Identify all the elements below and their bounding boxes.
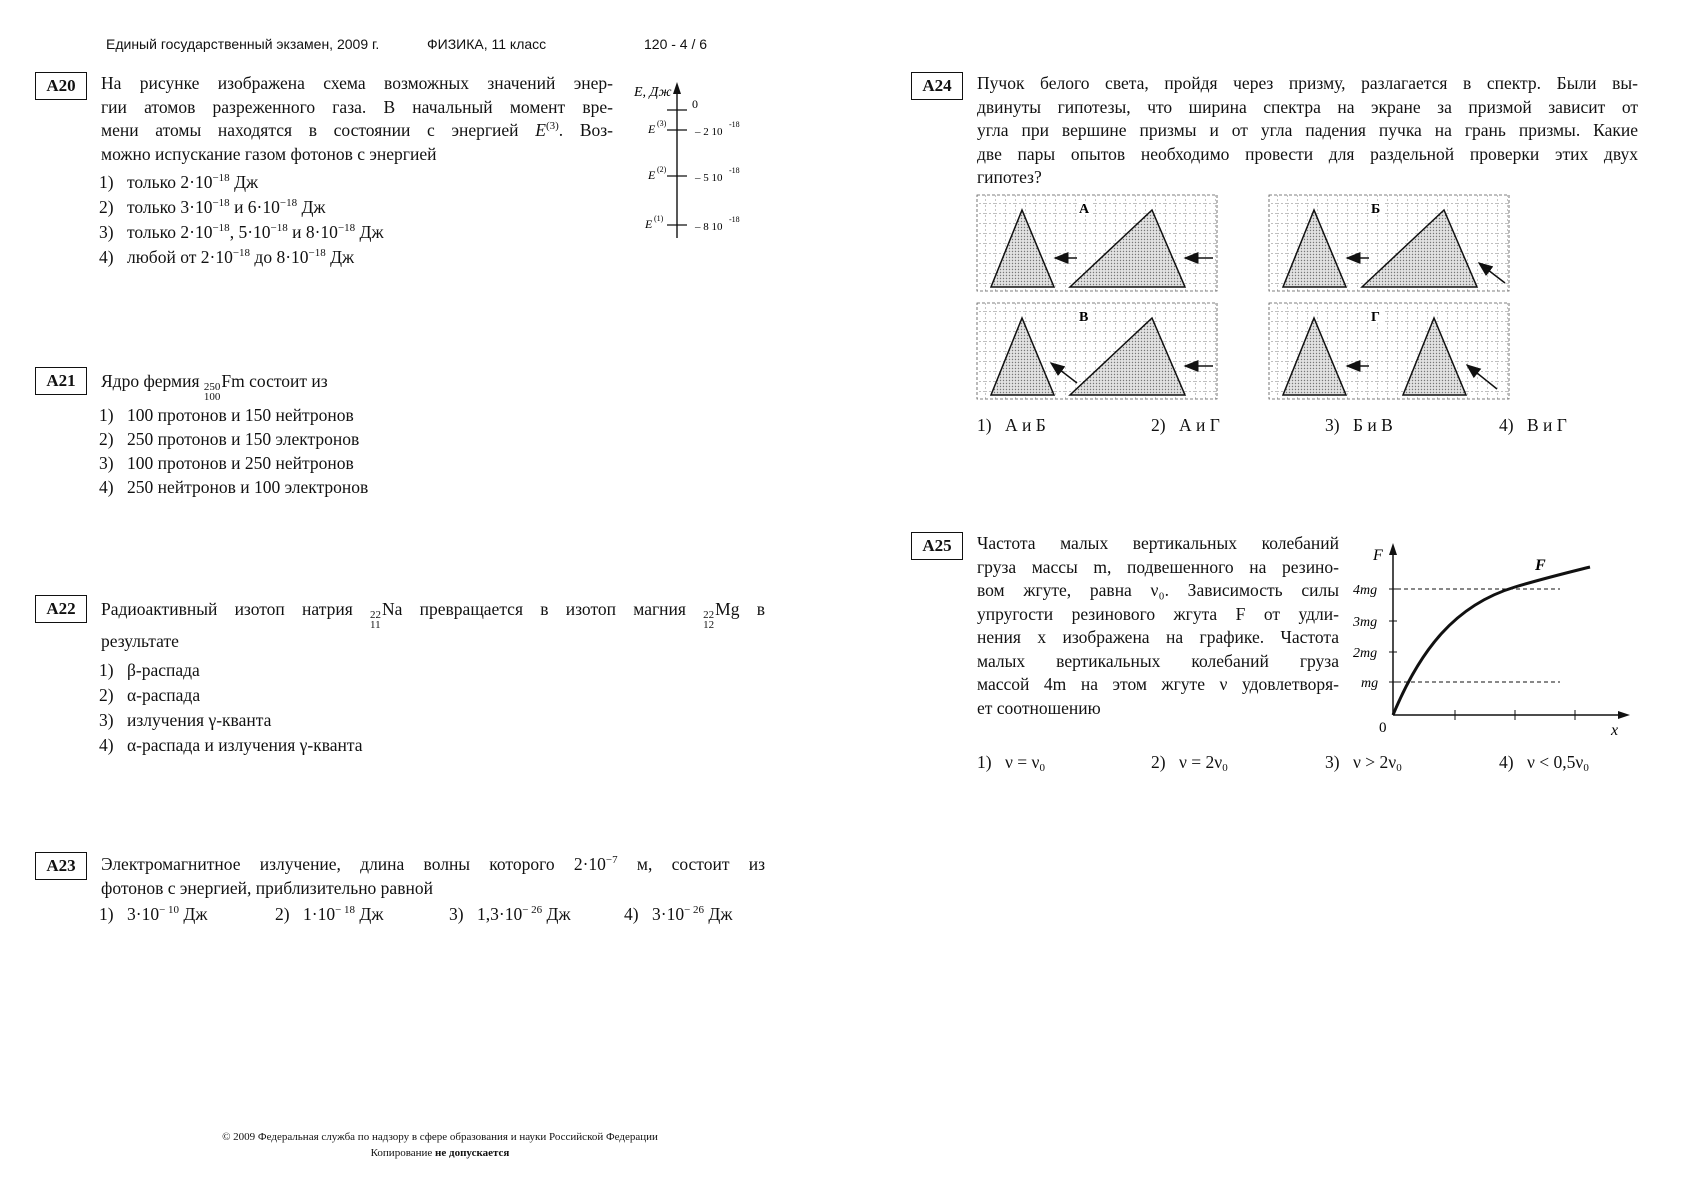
level-3-sup: (3): [657, 119, 667, 128]
answer-option[interactable]: 1) только $2\cdot 10^{-18}$ Дж: [99, 172, 259, 192]
panel-label: В: [1079, 310, 1089, 325]
answer-option[interactable]: 4) 250 нейтронов и 100 электронов: [99, 477, 369, 497]
y-tick-label: 4mg: [1353, 583, 1378, 598]
answer-option[interactable]: 3) излучения γ-кванта: [99, 710, 272, 730]
level-1-value: – 8 10: [695, 221, 723, 233]
a20-line: На рисунке изображена схема возможных значений энер-: [101, 73, 613, 93]
footer-copyright: © 2009 Федеральная служба по надзору в сфере образования и науки Российской Федерации: [222, 1131, 658, 1143]
answer-option[interactable]: 3) только $2\cdot 10^{-18}$, $5\cdot 10^{-18}$ и $8\cdot 10^{-18}$ Дж: [99, 222, 384, 242]
level-1-sup: (1): [654, 214, 664, 223]
question-number-a24: A24: [911, 72, 963, 100]
prism-experiments-figure: [975, 193, 1515, 403]
question-text-a20: [101, 72, 613, 166]
level-2-sup: (2): [657, 165, 667, 174]
level-3-exp: -18: [729, 120, 740, 129]
answer-option[interactable]: 1) β-распада: [99, 660, 200, 680]
question-text-a22: Радиоактивный изотоп натрия 22 11 Na превращается в изотоп магния 22 12 Mg в результате: [101, 599, 765, 651]
level-1-exp: -18: [729, 215, 740, 224]
panel-a: [977, 195, 1217, 291]
origin-label: 0: [1379, 720, 1387, 736]
level-1-name: E: [645, 217, 653, 231]
answer-option[interactable]: 2) α-распада: [99, 685, 201, 705]
y-tick-label: 3mg: [1353, 615, 1378, 630]
question-number-a22: A22: [35, 595, 87, 623]
panel-label: А: [1079, 202, 1090, 217]
answer-option[interactable]: 4) α-распада и излучения γ-кванта: [99, 735, 363, 755]
question-number-a21: A21: [35, 367, 87, 395]
y-tick-label: mg: [1361, 676, 1379, 691]
y-tick-label: 2mg: [1353, 646, 1378, 661]
y-axis-arrow-icon: [1389, 543, 1397, 555]
question-text-a24: Пучок белого света, пройдя через призму, разлагается в спектр. Были вы- двинуты гипотезы, что ширина спектра на экране за призмой зависит от угла при вершине призмы и от угла падения пучка на грань призмы. Какие две пары опытов необходимо провести для раздельной проверки этих двух гипотез?: [977, 73, 1638, 187]
level-zero-label: 0: [692, 97, 698, 111]
level-2-value: – 5 10: [695, 172, 723, 184]
answer-option[interactable]: 3) $1,3\cdot 10^{- 26}$ Дж: [449, 904, 571, 924]
answer-option[interactable]: 1) $\nu = \nu_0$: [977, 752, 1045, 774]
question-number-a23: A23: [35, 852, 87, 880]
answer-option[interactable]: 2) только $3\cdot 10^{-18}$ и $6\cdot 10^{-18}$ Дж: [99, 197, 326, 217]
header-subject: ФИЗИКА, 11 класс: [427, 36, 547, 52]
a20-line: гии атомов разреженного газа. В начальный момент вре-: [101, 96, 613, 117]
answer-option[interactable]: 4) $\nu < 0,5\nu_0$: [1499, 752, 1589, 774]
x-axis-arrow-icon: [1618, 711, 1630, 719]
answer-option[interactable]: 4) В и Г: [1499, 415, 1567, 435]
level-3-value: – 2 10: [695, 126, 723, 138]
axis-arrow-icon: [673, 82, 681, 94]
force-extension-graph: [1345, 540, 1635, 740]
energy-level-diagram: [630, 78, 760, 248]
answer-option[interactable]: 1) А и Б: [977, 415, 1046, 435]
curve-label: F: [1535, 557, 1546, 574]
answer-option[interactable]: 3) Б и В: [1325, 415, 1393, 435]
question-text-a23: Электромагнитное излучение, длина волны которого $2\cdot 10^{-7}$ м, состоит из фотонов с энергией, приблизительно равной: [101, 854, 765, 898]
nuclide-fm: 250 100: [203, 381, 221, 403]
answer-option[interactable]: 1) $3\cdot 10^{- 10}$ Дж: [99, 904, 208, 924]
x-axis-label: x: [1611, 722, 1619, 739]
answer-option[interactable]: 2) $1\cdot 10^{- 18}$ Дж: [275, 904, 384, 924]
a20-line: мени атомы находятся в состоянии с энергией $E^{(3)}$. Воз-: [101, 120, 613, 140]
answer-option[interactable]: 2) А и Г: [1151, 415, 1220, 435]
level-3-name: E: [648, 122, 656, 136]
question-number-a25: A25: [911, 532, 963, 560]
answer-option[interactable]: 3) $\nu > 2\nu_0$: [1325, 752, 1402, 774]
level-2-name: E: [648, 168, 656, 182]
panel-g: [1269, 303, 1509, 399]
answer-option[interactable]: 4) $3\cdot 10^{- 26}$ Дж: [624, 904, 733, 924]
question-text-a25: Частота малых вертикальных колебаний груза массы m, подвешенного на резино- вом жгуте, равна ν₀. Зависимость силы упругости резинового жгута F от удли- нения x изображена на графике. Частота малых вертикальных колебаний груза массой 4m на этом жгуте ν удовлетворя- ет соотношению: [977, 533, 1339, 718]
footer-copy-note: Копирование не допускается: [370, 1147, 510, 1159]
answer-option[interactable]: 3) 100 протонов и 250 нейтронов: [99, 453, 354, 473]
energy-axis-label: E, Дж: [634, 85, 672, 100]
panel-v: [977, 303, 1217, 399]
y-axis-label: F: [1373, 547, 1383, 564]
panel-label: Г: [1371, 310, 1380, 325]
answer-option[interactable]: 1) 100 протонов и 150 нейтронов: [99, 405, 354, 425]
answer-option[interactable]: 4) любой от $2\cdot 10^{-18}$ до $8\cdot 10^{-18}$ Дж: [99, 247, 355, 267]
panel-b: [1269, 195, 1509, 291]
panel-label: Б: [1371, 202, 1381, 217]
header-page: 120 - 4 / 6: [644, 36, 708, 52]
answer-option[interactable]: 2) $\nu = 2\nu_0$: [1151, 752, 1228, 774]
question-text-a21: Ядро фермия 250 100 Fm состоит из: [101, 371, 328, 403]
level-2-exp: -18: [729, 166, 740, 175]
header-exam: Единый государственный экзамен, 2009 г.: [106, 36, 380, 52]
a20-line: можно испускание газом фотонов с энергией: [101, 143, 437, 164]
question-number-a20: A20: [35, 72, 87, 100]
answer-option[interactable]: 2) 250 протонов и 150 электронов: [99, 429, 360, 449]
